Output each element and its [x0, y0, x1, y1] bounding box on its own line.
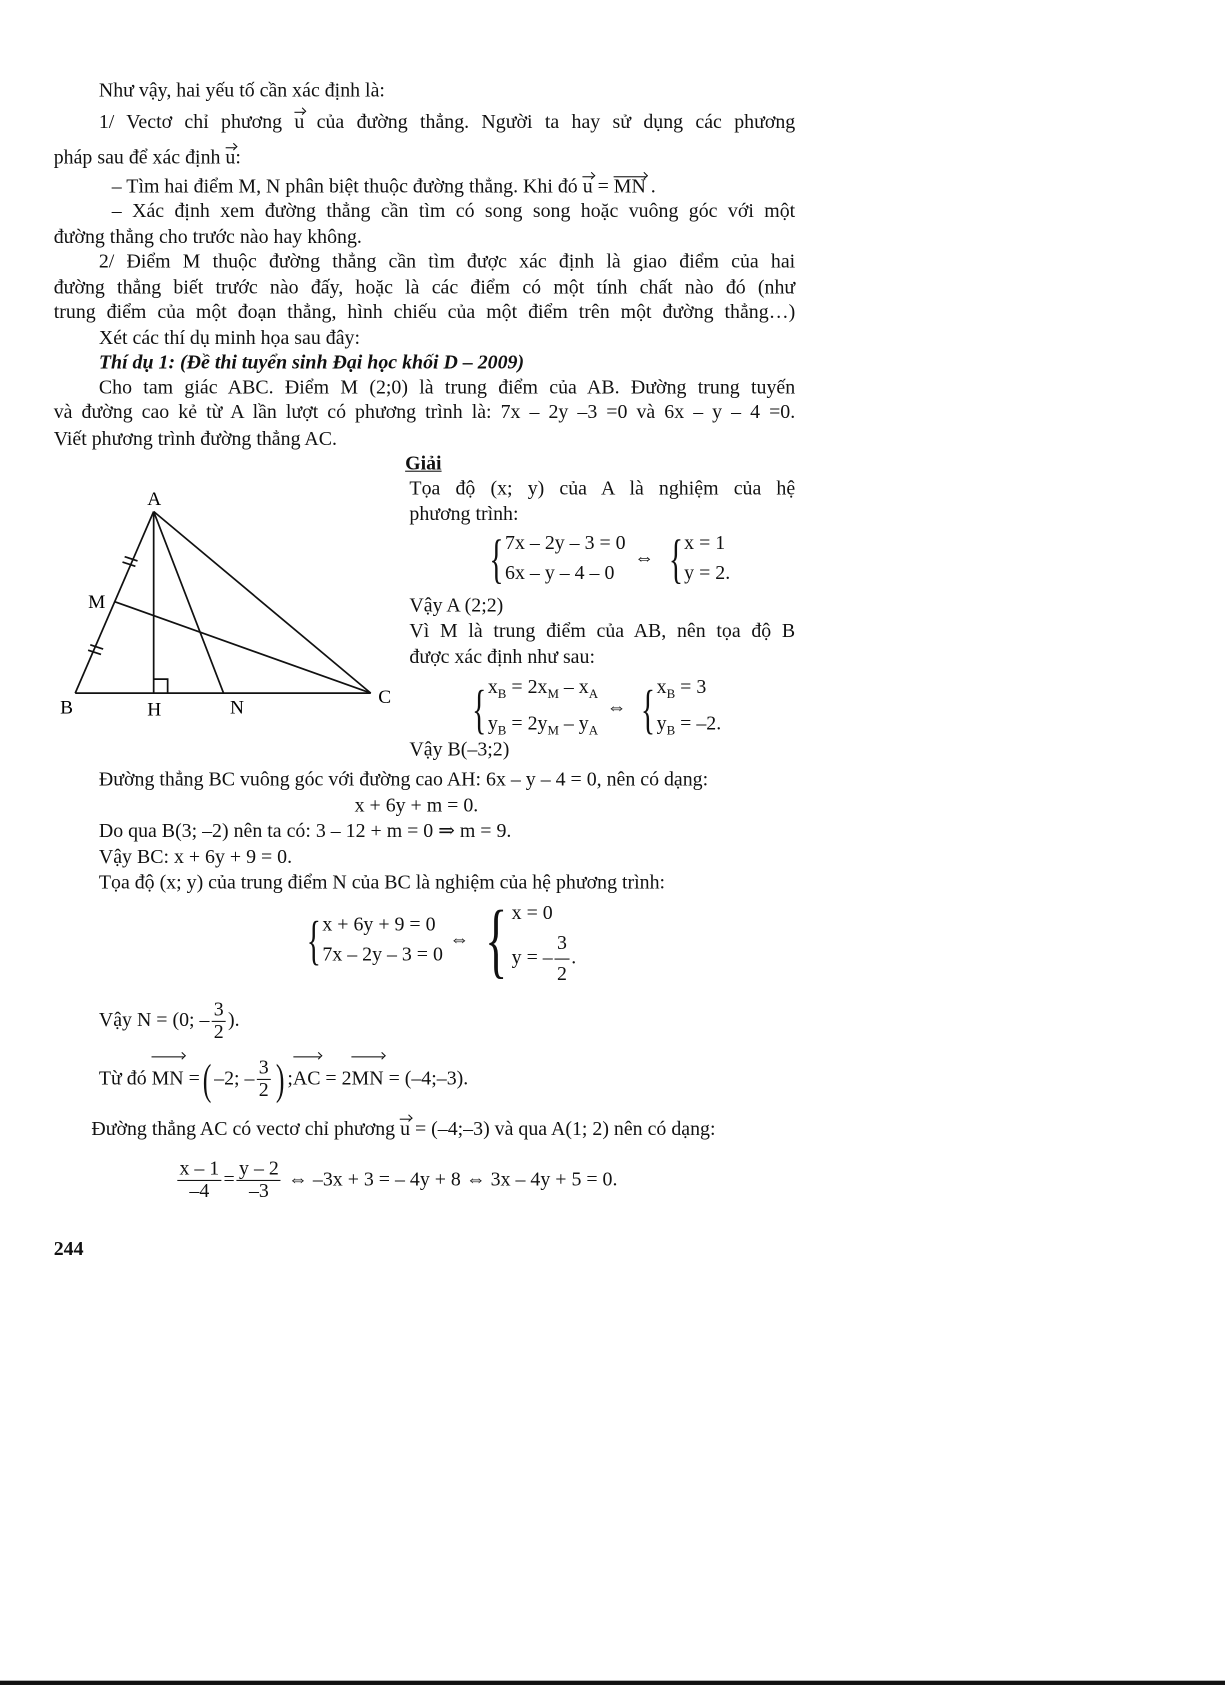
- equation: x + 6y + 9 = 0: [322, 914, 436, 936]
- example-title: Thí dụ 1: (Đề thi tuyển sinh Đại học khối D – 2009): [98, 352, 525, 374]
- label-n: N: [229, 697, 244, 719]
- solution-text: Vì M là trung điểm của AB, nên tọa độ B: [409, 621, 796, 643]
- equation: 7x – 2y – 3 = 0: [505, 533, 626, 555]
- solution-text: Tọa độ (x; y) của trung điểm N của BC là nghiệm của hệ phương trình:: [98, 872, 666, 895]
- tick-mark: [88, 650, 101, 654]
- iff-symbol: ⇔: [449, 928, 470, 951]
- equation: y = – $\frac{3}{2}$ .: [512, 928, 577, 989]
- equation: 6x – y – 4 – 0: [505, 563, 615, 585]
- solution-text: Đường thẳng BC vuông góc với đường cao AH: 6x – y – 4 = 0, nên có dạng:: [98, 769, 709, 791]
- equation-system-b: [466, 673, 721, 745]
- final-equation: $\frac{x - 1}{-4}$ = $\frac{y - 2}{-3}$ ⇔ –3x + 3 = – 4y + 8 ⇔ 3x – 4y + 5 = 0.: [175, 1156, 617, 1203]
- equation-system-c: [301, 892, 577, 987]
- intro-line: [54, 146, 241, 170]
- solution-text: Vậy B(–3;2): [409, 739, 510, 761]
- equation: $y_B = 2y_M - y_A$: [487, 713, 599, 738]
- median-an: [154, 512, 224, 694]
- equation: y = 2.: [684, 563, 731, 585]
- text: – Tìm hai điểm M, N phân biệt thuộc đường thẳng. Khi đó: [111, 176, 578, 198]
- solution-heading: Giải: [405, 453, 442, 475]
- tick-mark: [123, 562, 136, 566]
- equation: 7x – 2y – 3 = 0: [322, 944, 443, 967]
- equation: x = 0: [511, 902, 553, 925]
- solution-text: được xác định như sau:: [409, 646, 595, 669]
- intro-line: Xét các thí dụ minh họa sau đây:: [98, 327, 361, 350]
- label-a: A: [147, 489, 162, 511]
- vector-mn: MN: [352, 1055, 384, 1102]
- vector-u: u: [582, 176, 593, 198]
- text: .: [650, 176, 656, 198]
- solution-text: phương trình:: [409, 503, 519, 526]
- intro-line: đường thẳng cho trước nào hay không.: [53, 226, 362, 249]
- solution-text: Vậy BC: x + 6y + 9 = 0.: [98, 846, 293, 869]
- vector-u: u: [225, 147, 236, 169]
- intro-line: 2/ Điểm M thuộc đường thẳng cần tìm được xác định là giao điểm của hai: [98, 251, 796, 273]
- example-text: Viết phương trình đường thẳng AC.: [53, 428, 337, 451]
- label-h: H: [147, 699, 162, 721]
- side-ab: [75, 512, 153, 694]
- label-b: B: [60, 697, 74, 719]
- iff-symbol: ⇔: [606, 697, 627, 720]
- vector-ac: AC: [293, 1055, 321, 1102]
- example-text: và đường cao kẻ từ A lần lượt có phương trình là: 7x – 2y –3 =0 và 6x – y – 4 =0.: [53, 401, 796, 424]
- solution-text: Tọa độ (x; y) của A là nghiệm của hệ: [409, 478, 796, 500]
- vector-mn: MN: [613, 176, 646, 198]
- equation: x = 1: [684, 533, 726, 555]
- brace: {: [472, 678, 487, 739]
- solution-text: Do qua B(3; –2) nên ta có: 3 – 12 + m = 0 ⇒ m = 9.: [98, 820, 512, 843]
- label-m: M: [88, 592, 106, 614]
- brace: {: [489, 528, 504, 589]
- text: pháp sau để xác định: [53, 147, 221, 169]
- intro-line: đường thẳng biết trước nào đấy, hoặc là các điểm có một tính chất nào đó (như: [53, 277, 796, 299]
- page-bottom-edge: [0, 1681, 1225, 1685]
- text: của đường thẳng. Người ta hay sử dụng các phương: [316, 111, 796, 134]
- equation-system-a: [484, 529, 731, 589]
- text: =: [597, 176, 609, 198]
- iff-symbol: ⇔: [634, 547, 655, 570]
- intro-line: Như vậy, hai yếu tố cần xác định là:: [98, 80, 385, 103]
- side-ac: [154, 512, 371, 694]
- solution-text: Vậy A (2;2): [409, 595, 504, 617]
- brace: {: [306, 910, 321, 971]
- solution-text: Từ đó MN =( –2; – $\frac{3}{2}$ ) ;AC = 2MN = (–4;–3).: [98, 1054, 469, 1104]
- brace: {: [484, 892, 507, 987]
- intro-line: – Xác định xem đường thẳng cần tìm có song song hoặc vuông góc với một: [111, 200, 796, 223]
- text: :: [235, 147, 241, 169]
- vector-mn: MN: [152, 1055, 184, 1102]
- tick-mark: [125, 557, 138, 561]
- brace: {: [640, 678, 656, 739]
- equation: $x_B = 2x_M - x_A$: [487, 676, 599, 702]
- page-number: 244: [53, 1239, 84, 1261]
- intro-line: [112, 175, 656, 199]
- example-text: Cho tam giác ABC. Điểm M (2;0) là trung điểm của AB. Đường trung tuyến: [98, 377, 796, 399]
- vector-u: u: [400, 1118, 411, 1141]
- intro-line: [99, 111, 795, 135]
- solution-text: Đường thẳng AC có vectơ chỉ phương u = (–4;–3) và qua A(1; 2) nên có dạng:: [91, 1118, 716, 1141]
- equation: $x_B = 3$: [656, 676, 707, 702]
- brace: {: [668, 528, 683, 589]
- vector-u: u: [294, 111, 305, 134]
- right-angle-mark: [154, 679, 168, 693]
- label-c: C: [378, 686, 392, 708]
- equation: $y_B = -2$.: [656, 713, 722, 738]
- triangle-figure: [0, 473, 408, 731]
- intro-line: trung điểm của một đoạn thẳng, hình chiếu của một điểm trên một đường thẳng…): [53, 301, 796, 324]
- equation: x + 6y + m = 0.: [354, 795, 479, 817]
- text: 1/ Vectơ chỉ phương: [98, 111, 283, 134]
- solution-text: Vậy N = (0; – $\frac{3}{2}$ ).: [98, 999, 240, 1044]
